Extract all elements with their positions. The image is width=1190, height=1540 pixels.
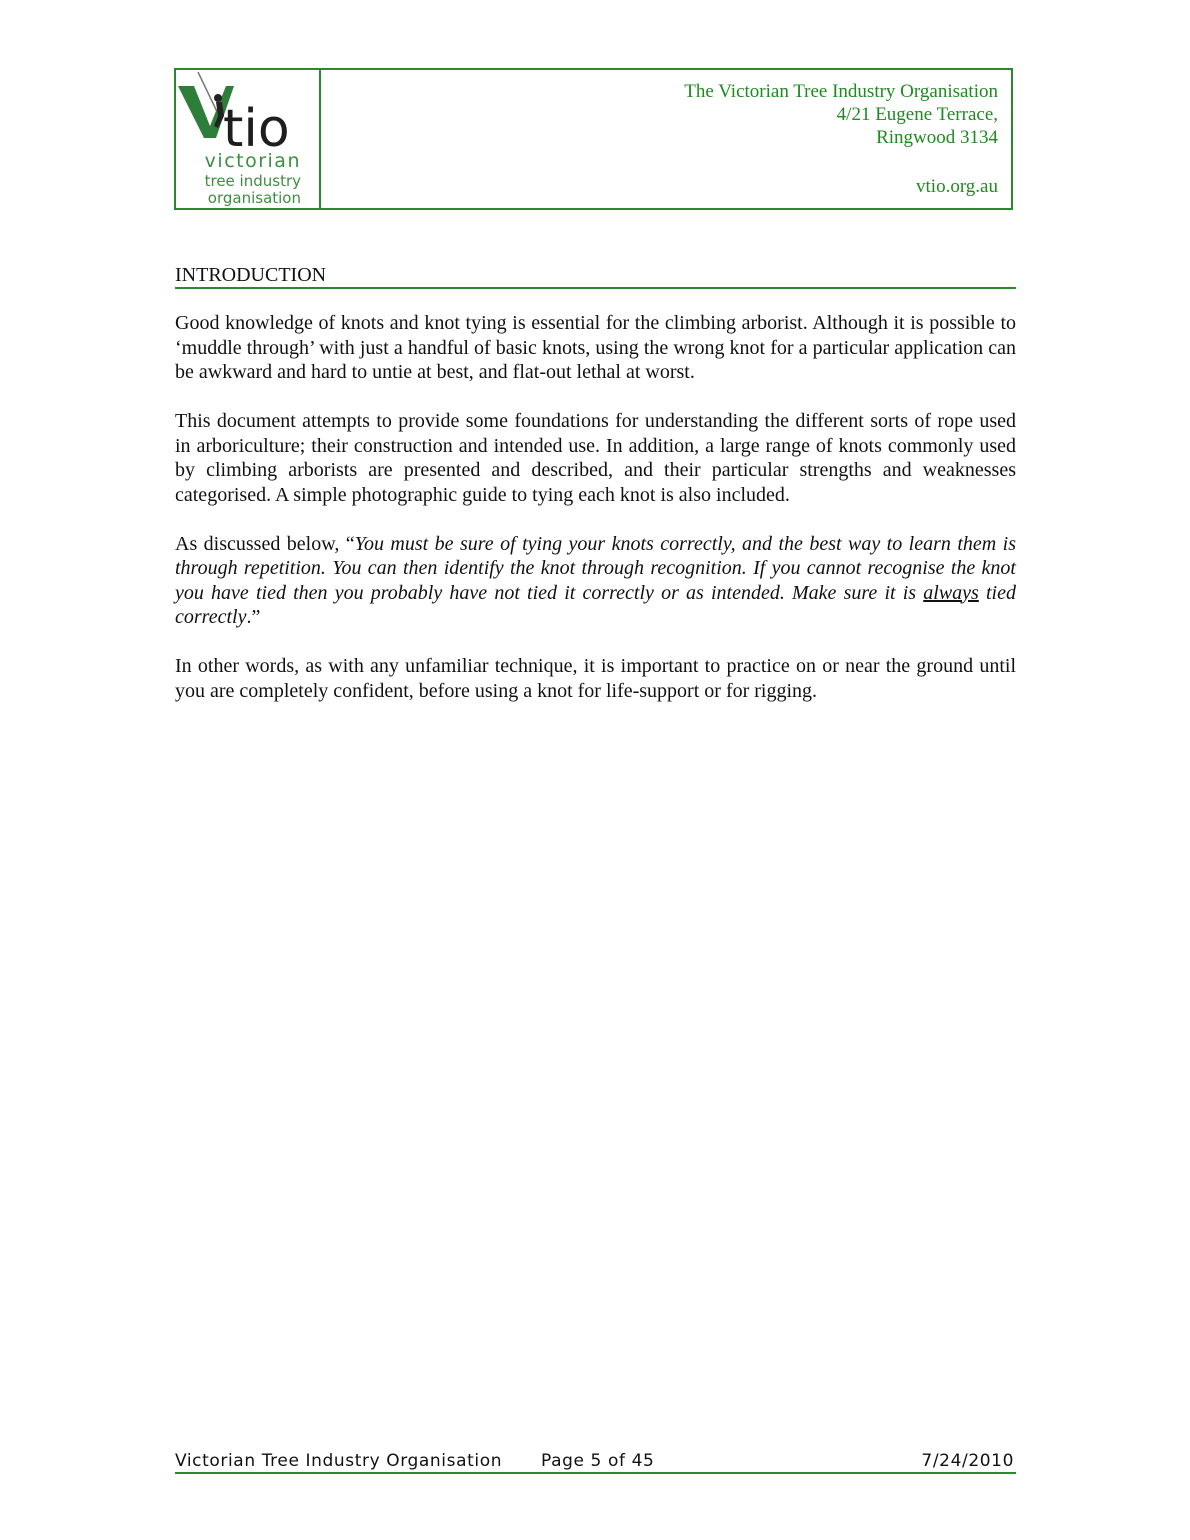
- street-address: 4/21 Eugene Terrace,: [836, 104, 998, 125]
- paragraph-3: [175, 532, 1016, 630]
- paragraph-2: This document attempts to provide some foundations for understanding the different sorts of rope used in arboriculture; their construction and intended use. In addition, a large range of knots commonly used by climbing arborists are presented and described, and their particular strengths and weaknesses categorised. A simple photographic guide to tying each knot is also included.: [175, 410, 1016, 506]
- footer-page-number: Page 5 of 45: [541, 1451, 655, 1471]
- section-heading: INTRODUCTION: [175, 264, 1016, 289]
- logo-tagline-1: victorian: [204, 150, 301, 172]
- footer-organisation: Victorian Tree Industry Organisation: [175, 1451, 503, 1471]
- logo-cell: [176, 70, 321, 208]
- climber-icon: [214, 94, 222, 102]
- letterhead: [174, 68, 1013, 210]
- address-block: [684, 80, 998, 198]
- paragraph-1: Good knowledge of knots and knot tying is essential for the climbing arborist. Although it is possible to ‘muddle through’ with just a handful of basic knots, using the wrong knot for a particular application can be awkward and hard to untie at best, and flat-out lethal at worst.: [175, 312, 1016, 383]
- quote-emphasis: always: [923, 581, 979, 604]
- quote-lead: As discussed below, “: [175, 532, 355, 555]
- logo-tagline-3: organisation: [207, 189, 301, 207]
- logo-tagline-2: tree industry: [204, 172, 301, 190]
- paragraph-4: In other words, as with any unfamiliar technique, it is important to practice on or near the ground until you are completely confident, before using a knot for life-support or for rigging.: [175, 655, 1016, 702]
- logo-wordmark: tio: [223, 99, 290, 159]
- page-footer: [175, 1450, 1016, 1474]
- footer-date: 7/24/2010: [921, 1451, 1014, 1471]
- suburb-postcode: Ringwood 3134: [876, 127, 998, 148]
- vtio-logo: [176, 70, 317, 208]
- website-link[interactable]: vtio.org.au: [916, 176, 998, 197]
- org-name: The Victorian Tree Industry Organisation: [684, 81, 998, 102]
- quote-text: You must be sure of tying your knots correctly, and the best way to learn them is through repetition. You can then identify the knot through recognition. If you cannot recognise the knot you have tied then you probably have not tied it correctly or as intended. Make sure it is always tied correctly: [175, 532, 1016, 628]
- body-text: [175, 311, 1016, 728]
- quote-trail: .”: [246, 606, 261, 628]
